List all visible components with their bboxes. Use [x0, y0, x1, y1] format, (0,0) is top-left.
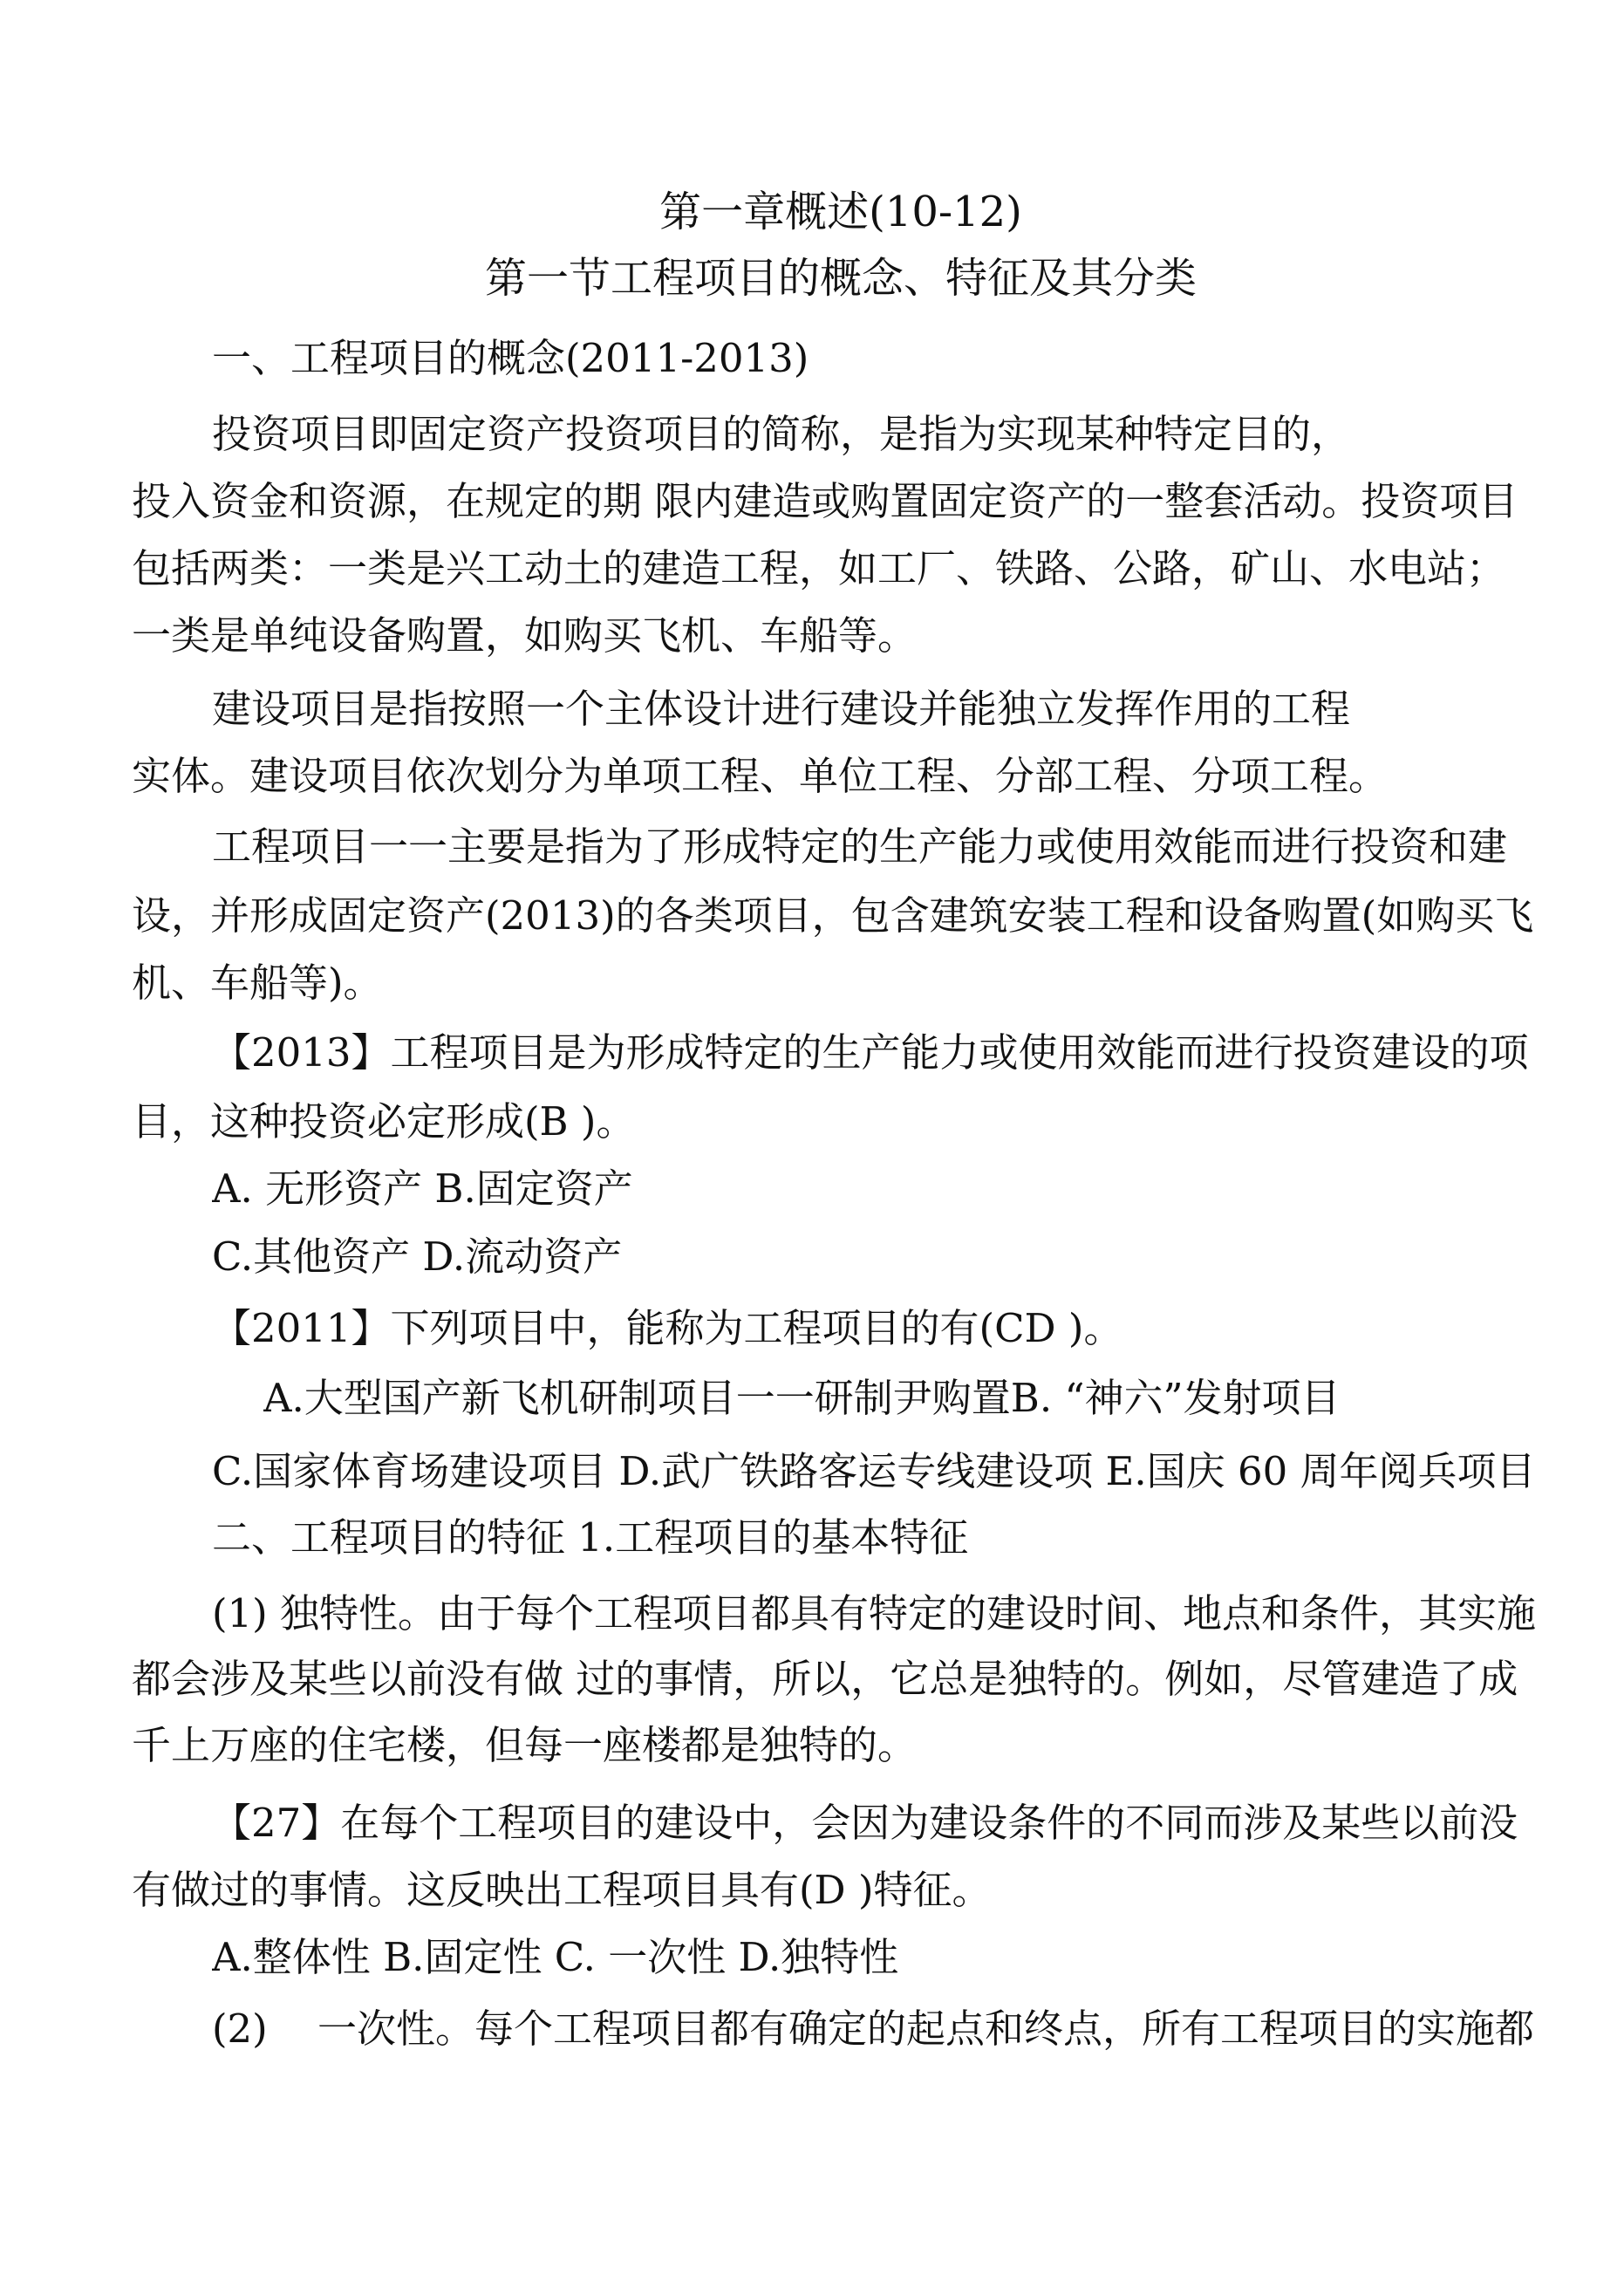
- question-line: 有做过的事情。这反映出工程项目具有(D )特征。: [132, 1867, 992, 1913]
- section-title: 第一节工程项目的概念、特征及其分类: [484, 254, 1197, 303]
- subheading-features: 二、工程项目的特征 1.工程项目的基本特征: [212, 1514, 969, 1561]
- answer-options: A.大型国产新飞机研制项目一一研制尹购置B. “神六”发射项目: [263, 1375, 1341, 1421]
- paragraph-line: (1) 独特性。由于每个工程项目都具有特定的建设时间、地点和条件，其实施: [212, 1590, 1537, 1637]
- paragraph-line: 工程项目一一主要是指为了形成特定的生产能力或使用效能而进行投资和建: [212, 823, 1508, 870]
- paragraph-line: 千上万座的住宅楼，但每一座楼都是独特的。: [132, 1722, 918, 1768]
- paragraph-line: 投入资金和资源，在规定的期 限内建造或购置固定资产的一整套活动。投资项目: [132, 478, 1518, 524]
- paragraph-line: (2) 一次性。每个工程项目都有确定的起点和终点，所有工程项目的实施都: [212, 2006, 1534, 2052]
- subheading-concept: 一、工程项目的概念(2011-2013): [212, 335, 809, 381]
- question-line: 【2013】工程项目是为形成特定的生产能力或使用效能而进行投资建设的项: [212, 1029, 1529, 1076]
- question-line: 【2011】下列项目中，能称为工程项目的有(CD )。: [212, 1305, 1123, 1351]
- paragraph-line: 都会涉及某些以前没有做 过的事情，所以，它总是独特的。例如，尽管建造了成: [132, 1656, 1518, 1702]
- answer-options: A.整体性 B.固定性 C. 一次性 D.独特性: [212, 1934, 899, 1980]
- paragraph-line: 建设项目是指按照一个主体设计进行建设并能独立发挥作用的工程: [212, 686, 1351, 732]
- answer-options: C.国家体育场建设项目 D.武广铁路客运专线建设项 E.国庆 60 周年阅兵项目: [212, 1448, 1536, 1494]
- answer-options: A. 无形资产 B.固定资产: [212, 1165, 633, 1212]
- paragraph-line: 实体。建设项目依次划分为单项工程、单位工程、分部工程、分项工程。: [132, 753, 1389, 799]
- question-line: 【27】在每个工程项目的建设中，会因为建设条件的不同而涉及某些以前没: [212, 1800, 1518, 1846]
- answer-options: C.其他资产 D.流动资产: [212, 1233, 623, 1280]
- paragraph-line: 机、车船等)。: [132, 960, 383, 1006]
- paragraph-line: 投资项目即固定资产投资项目的简称，是指为实现某种特定目的，: [212, 411, 1351, 457]
- question-line: 目，这种投资必定形成(B )。: [132, 1098, 636, 1145]
- paragraph-line: 设，并形成固定资产(2013)的各类项目，包含建筑安装工程和设备购置(如购买飞: [132, 892, 1534, 939]
- paragraph-line: 包括两类：一类是兴工动土的建造工程，如工厂、铁路、公路，矿山、水电站；: [132, 545, 1506, 591]
- paragraph-line: 一类是单纯设备购置，如购买飞机、车船等。: [132, 612, 918, 659]
- chapter-title: 第一章概述(10-12): [659, 188, 1022, 236]
